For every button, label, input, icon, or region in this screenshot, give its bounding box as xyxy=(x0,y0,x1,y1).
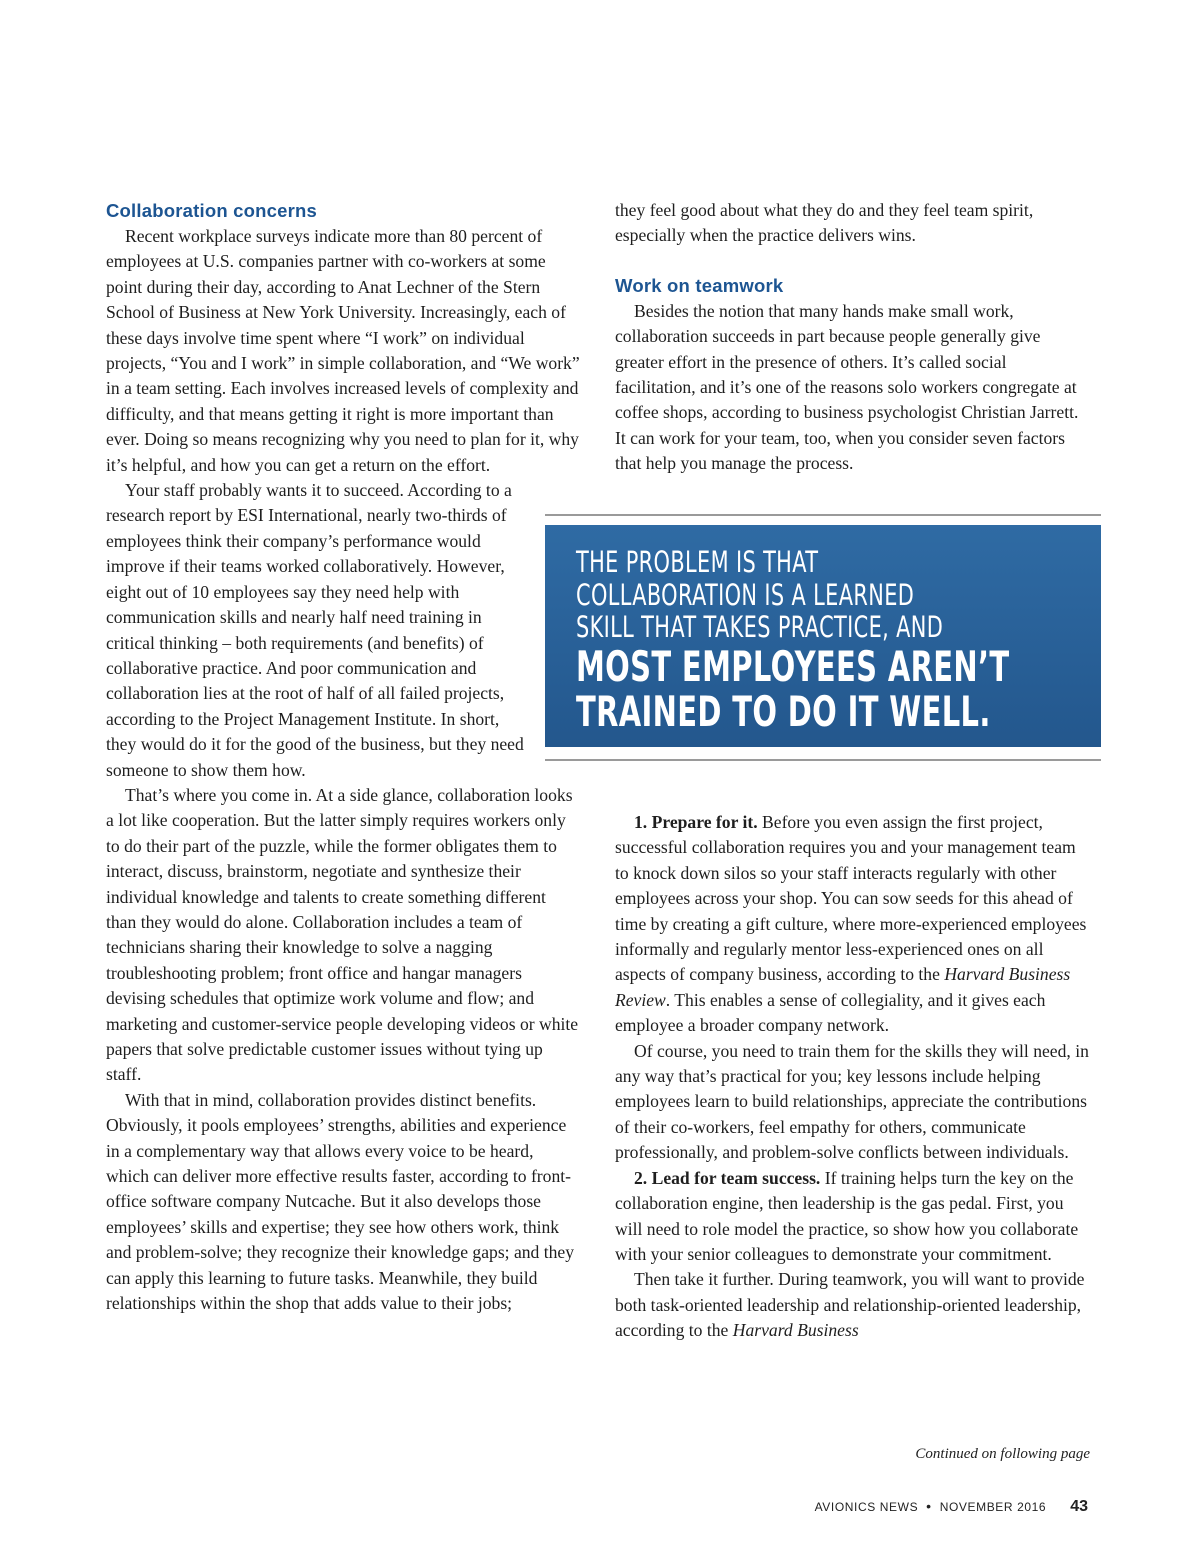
publication-title: Harvard Business Review xyxy=(615,964,1071,1010)
pullquote-line: THE PROBLEM IS THAT xyxy=(576,545,819,579)
body-paragraph: That’s where you come in. At a side glance, collaboration looks a lot like cooperation. But the latter simply requires workers only to do their part of the puzzle, while the former obligates them to interact, discuss, brainstorm, negotiate and synthesize their individual knowledge and talents to create something different than they would do alone. Collaboration includes a team of technicians sharing their knowledge to solve a nagging troubleshooting problem; front office and hangar managers devising schedules that optimize work volume and flow; and marketing and customer-service people developing videos or white papers that solve predictable customer issues without tying up staff. xyxy=(106,784,579,1085)
page-footer xyxy=(815,1498,1088,1516)
pullquote-line: COLLABORATION IS A LEARNED xyxy=(576,577,915,612)
pullquote-box xyxy=(545,525,1101,747)
body-paragraph: they feel good about what they do and they feel team spirit, especially when the practice delivers wins. xyxy=(615,200,1034,246)
body-paragraph: Your staff probably wants it to succeed. According to a research report by ESI International, nearly two-thirds of employees think their company’s performance would improve if their teams worked collaboratively. However, eight out of 10 employees say they need help with communication skills and nearly half need training in critical thinking – both requirements (and benefits) of collaborative practice. And poor communication and collaboration lies at the root of half of all failed projects, according to the Project Management Institute. In short, they would do it for the good of the business, but they need someone to show them how. xyxy=(106,480,524,780)
item-label: 2. Lead for team success. xyxy=(634,1167,821,1188)
page-number: 43 xyxy=(1070,1498,1088,1515)
issue-date: NOVEMBER 2016 xyxy=(939,1500,1047,1514)
item-label: 1. Prepare for it. xyxy=(634,812,758,832)
section-heading-collaboration-concerns: Collaboration concerns xyxy=(106,200,318,221)
right-column-lower xyxy=(615,810,1091,1344)
body-paragraph: Then take it further. During teamwork, you will want to provide both task-oriented leadership and relationship-oriented leadership, according to the Harvard Business xyxy=(615,1269,1085,1341)
pullquote-frame xyxy=(545,514,1101,761)
footer-bullet: • xyxy=(926,1498,932,1514)
numbered-item-lead: 2. Lead for team success. If training helps turn the key on the collaboration engine, then leadership is the gas pedal. First, you will need to role model the practice, so show how you collaborate with your senior colleagues to demonstrate your commitment. xyxy=(615,1167,1079,1264)
pullquote-line-large: TRAINED TO DO IT WELL. xyxy=(576,686,991,736)
pullquote-line: SKILL THAT TAKES PRACTICE, AND xyxy=(576,610,944,644)
left-column xyxy=(106,198,580,1316)
body-paragraph: Recent workplace surveys indicate more than 80 percent of employees at U.S. companies partner with co-workers at some point during their day, according to Anat Lechner of the Stern School of Business at New York University. Increasingly, each of these days involve time spent where “I work” on individual projects, “You and I work” in simple collaboration, and “We work” in a team setting. Each involves increased levels of complexity and difficulty, and that means getting it right is more important than ever. Doing so means recognizing why you need to plan for it, why it’s helpful, and how you can get a return on the effort. xyxy=(106,226,580,475)
right-column-top xyxy=(615,198,1091,477)
continued-note: Continued on following page xyxy=(915,1446,1090,1462)
body-paragraph: Of course, you need to train them for the skills they will need, in any way that’s practical for you; key lessons include helping employees learn to build relationships, appreciate the contributions of their co-workers, feel empathy for others, communicate professionally, and problem-solve conflicts between individuals. xyxy=(615,1040,1089,1163)
numbered-item-prepare: 1. Prepare for it. Before you even assign the first project, successful collaboration requires you and your management team to knock down silos so your staff interacts regularly with other employees across your shop. You can sow seeds for this ahead of time by creating a gift culture, where more-experienced employees informally and regularly mentor less-experienced ones on all aspects of company business, according to the Harvard Business Review. This enables a sense of collegiality, and it gives each employee a broader company network. xyxy=(615,812,1087,1036)
publication-name: AVIONICS NEWS xyxy=(814,1500,919,1514)
publication-title: Harvard Business xyxy=(732,1320,859,1341)
body-paragraph: Besides the notion that many hands make small work, collaboration succeeds in part because people generally give greater effort in the presence of others. It’s called social facilitation, and it’s one of the reasons solo workers congregate at coffee shops, according to business psychologist Christian Jarrett. It can work for your team, too, when you consider seven factors that help you manage the process. xyxy=(615,300,1079,474)
body-paragraph: With that in mind, collaboration provides distinct benefits. Obviously, it pools employees’ strengths, abilities and experience in a complementary way that allows every voice to be heard, which can deliver more effective results faster, according to front-office software company Nutcache. But it also develops those employees’ skills and expertise; they see how others work, think and problem-solve; they recognize their knowledge gaps; and they can apply this learning to future tasks. Meanwhile, they build relationships within the shop that adds value to their jobs; xyxy=(106,1089,575,1314)
section-heading-work-on-teamwork: Work on teamwork xyxy=(615,274,784,296)
pullquote-line-large: MOST EMPLOYEES AREN’T xyxy=(576,641,1010,691)
